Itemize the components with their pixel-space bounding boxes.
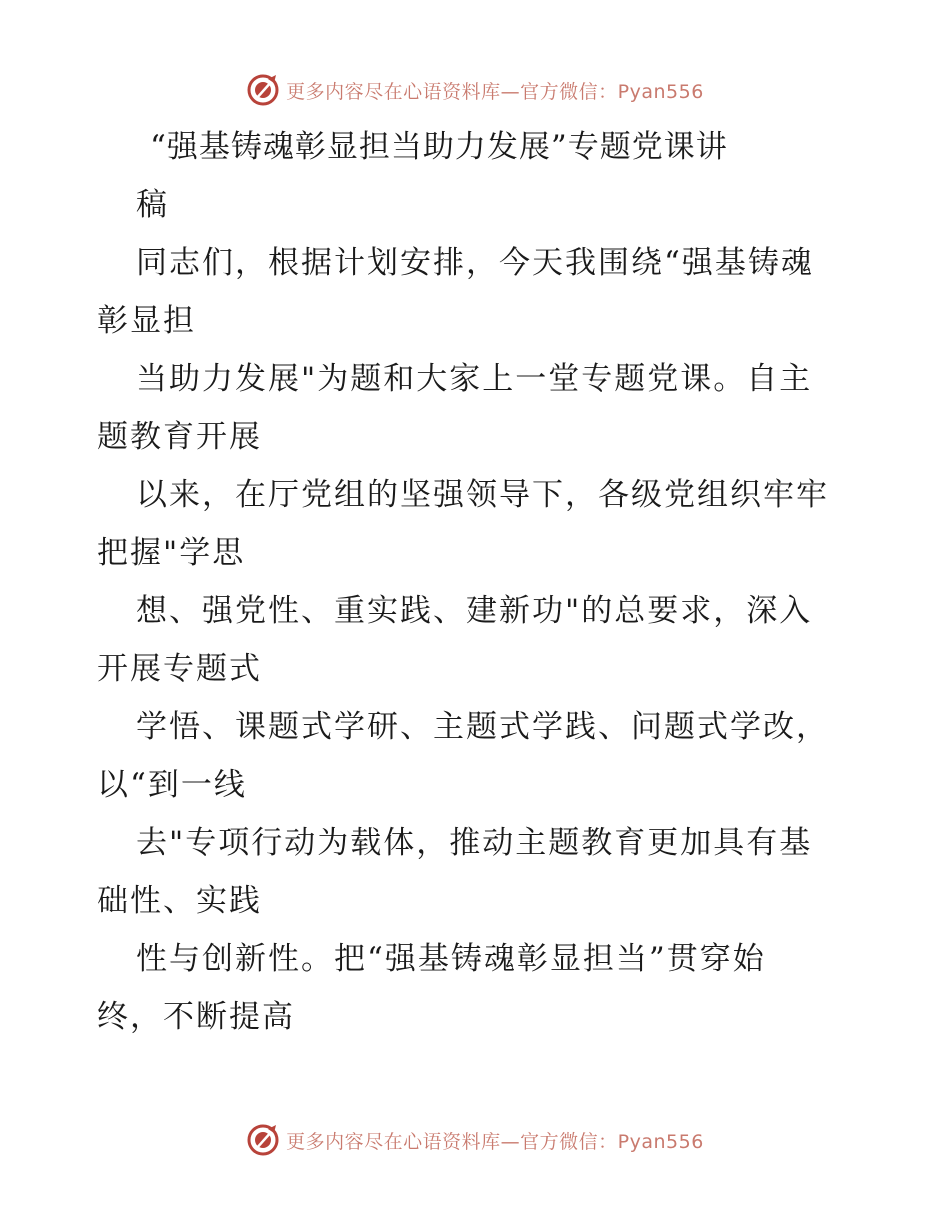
- paragraph-line: 题教育开展: [97, 419, 262, 455]
- paragraph-line: 以“到一线: [97, 767, 247, 803]
- paragraph-line: 开展专题式: [97, 651, 262, 687]
- paragraph-line: 去"专项行动为载体，推动主题教育更加具有基: [136, 825, 813, 861]
- paragraph-line: 终，不断提高: [97, 999, 295, 1035]
- paragraph-line: 础性、实践: [97, 883, 262, 919]
- red-seal-logo-icon: [246, 73, 280, 107]
- paragraph-line: 彰显担: [97, 303, 196, 339]
- red-seal-logo-icon: [246, 1123, 280, 1157]
- watermark-text: 更多内容尽在心语资料库—官方微信：Pyan556: [286, 1130, 704, 1153]
- paragraph-line: 当助力发展"为题和大家上一堂专题党课。自主: [136, 361, 813, 397]
- paragraph-line: 学悟、课题式学研、主题式学践、问题式学改，: [136, 709, 829, 745]
- footer-watermark-banner: [0, 1120, 950, 1160]
- document-title: “强基铸魂彰显担当助力发展”专题党课讲: [150, 129, 728, 165]
- paragraph-line: 把握"学思: [97, 535, 246, 571]
- paragraph-line: 想、强党性、重实践、建新功"的总要求，深入: [136, 593, 813, 629]
- paragraph-line: 性与创新性。把“强基铸魂彰显担当”贯穿始: [136, 941, 766, 977]
- paragraph-line: 同志们，根据计划安排，今天我围绕“强基铸魂: [136, 245, 814, 281]
- header-watermark-banner: [0, 70, 950, 110]
- paragraph-line: 以来，在厅党组的坚强领导下，各级党组织牢牢: [136, 477, 829, 513]
- watermark-text: 更多内容尽在心语资料库—官方微信：Pyan556: [286, 80, 704, 103]
- document-title-continuation: 稿: [136, 187, 167, 223]
